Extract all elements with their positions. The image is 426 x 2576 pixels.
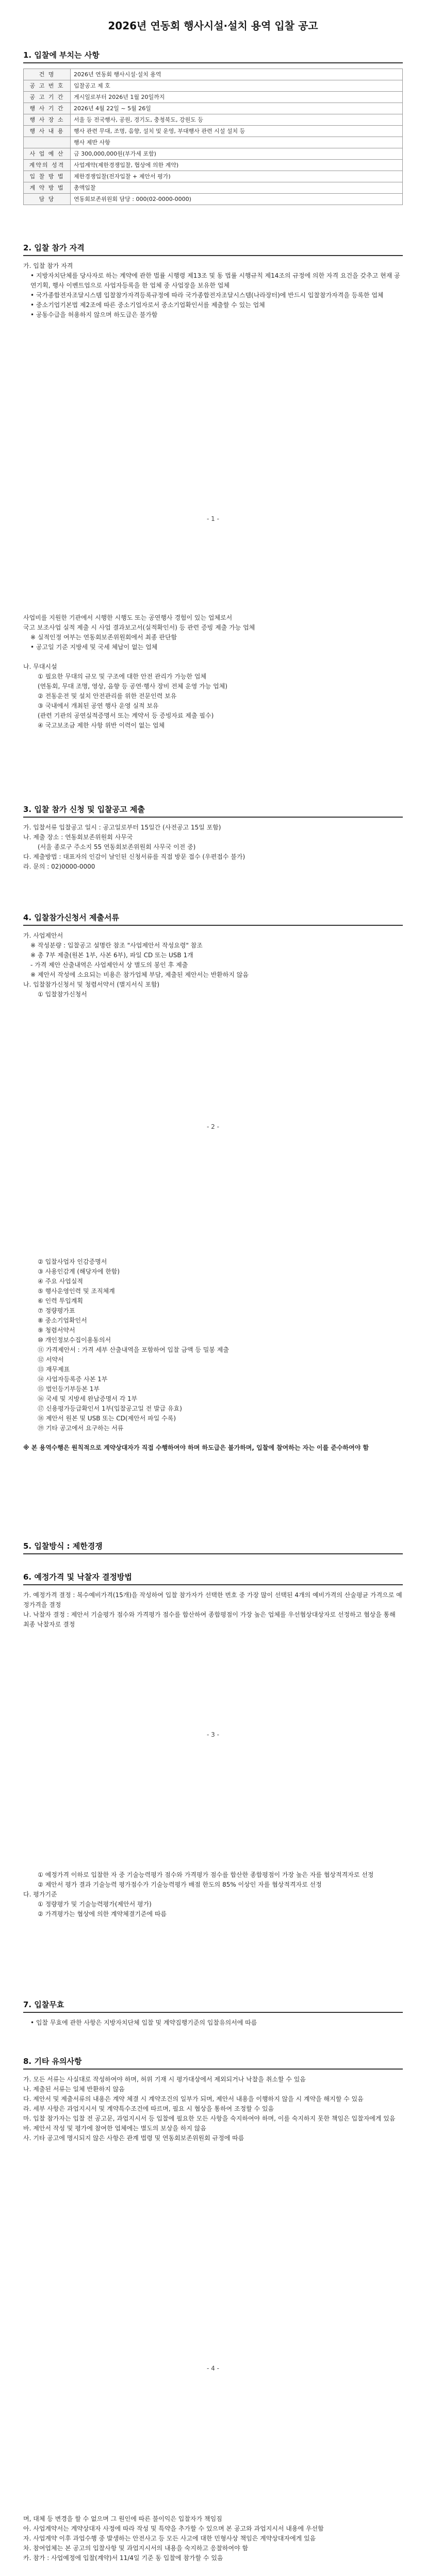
notice-text: ※ 본 용역수행은 원칙적으로 계약상대자가 직접 수행하여야 하며 하도급은 불가하며, 입찰에 참여하는 자는 이를 준수하여야 함 — [23, 1444, 369, 1451]
info-row-value: 행사 관련 무대, 조명, 음향, 설치 및 운영, 부대행사 관련 시설 설치 등 — [71, 126, 403, 137]
section-2-heading: 2. 입찰 참가 자격 — [23, 243, 85, 252]
text-line: ② 전동운전 및 설치 안전관리를 위한 전문인력 보유 — [38, 692, 177, 700]
text-line: ※ 총 7부 제출(원본 1부, 사본 6부), 파일 CD 또는 USB 1개 — [30, 952, 193, 959]
info-row-label: 계 약 방 법 — [24, 182, 71, 194]
text-line: ① 필요한 무대의 규모 및 구조에 대한 안전 관리가 가능한 업체 — [38, 673, 207, 680]
info-row-label: 사 업 예 산 — [24, 148, 71, 160]
section-8-heading: 8. 기타 유의사항 — [23, 2057, 82, 2066]
text-line: 바. 제안서 작성 및 평가에 참여한 업체에는 별도의 보상을 하지 않음 — [23, 2125, 206, 2132]
text-line: ※ 작성분량 : 입찰공고 설명란 참조 "사업제안서 작성요령" 참조 — [30, 942, 203, 949]
info-row — [24, 69, 403, 80]
info-row-label: 행 사 기 간 — [24, 103, 71, 114]
page-number: - 2 - — [207, 1123, 219, 1130]
section-6 — [23, 1571, 403, 1630]
section-4-continued-body — [23, 1257, 403, 1433]
section-2 — [23, 242, 403, 320]
text-line: 사. 기타 공고에 명시되지 않은 사항은 관계 법령 및 연동회보존위원회 규정에 따름 — [23, 2134, 244, 2142]
info-row-value: 서울 등 전국행사, 공원, 경기도, 충청북도, 강원도 등 — [71, 114, 403, 126]
info-row-label: 공 고 기 간 — [24, 92, 71, 103]
section-2-continued — [23, 613, 403, 731]
text-line: 가. 사업제안서 — [23, 932, 63, 939]
section-divider — [23, 2012, 403, 2013]
text-line: ⑮ 법인등기부등본 1부 — [38, 1385, 100, 1393]
section-3-heading: 3. 입찰 참가 신청 및 입찰공고 제출 — [23, 805, 145, 814]
text-line: 라. 문의 : 02)0000-0000 — [23, 863, 95, 870]
info-row-value: 제한경쟁입찰(전자입찰 + 제안서 평가) — [71, 171, 403, 182]
section-5 — [23, 1540, 403, 1560]
text-line: 나. 낙찰자 결정 : 제안서 기술평가 점수와 가격평가 점수를 합산하여 종합평점이 가장 높은 업체를 우선협상대상자로 선정하고 협상을 통해 최종 낙찰자로 결정 — [23, 1611, 398, 1628]
text-line: • 공고일 기준 지방세 및 국세 체납이 없는 업체 — [30, 643, 158, 651]
section-divider — [23, 2069, 403, 2070]
info-row — [24, 114, 403, 126]
section-6-heading: 6. 예정가격 및 낙찰자 결정방법 — [23, 1572, 132, 1582]
text-line: ⑤ 행사운영인력 및 조직체계 — [38, 1287, 115, 1295]
text-line: (관련 기관의 공연실적증명서 또는 계약서 등 증빙자료 제출 필수) — [38, 712, 214, 719]
text-line: 나. 무대시설 — [23, 663, 57, 670]
text-line: 가. 모든 서류는 사실대로 작성하여야 하며, 허위 기재 시 평가대상에서 제외되거나 낙찰을 취소할 수 있음 — [23, 2076, 306, 2083]
info-row-value: 입찰공고 제 호 — [71, 80, 403, 92]
text-line: ⑦ 정량평가표 — [38, 1307, 75, 1314]
info-row — [24, 103, 403, 114]
text-line: ② 가격평가는 협상에 의한 계약체결기준에 따름 — [38, 1910, 167, 1918]
info-row-label: 행 사 내 용 — [24, 126, 71, 137]
info-row-label: 입 찰 방 법 — [24, 171, 71, 182]
text-line — [23, 652, 403, 662]
text-line: ⑯ 국세 및 지방세 완납증명서 각 1부 — [38, 1395, 138, 1402]
info-row — [24, 182, 403, 194]
info-row-value: 2026년 4월 22일 ~ 5월 26일 — [71, 103, 403, 114]
text-line: 자. 사업계약 이후 과업수행 중 발생하는 안전사고 등 모든 사고에 대한 민형사상 책임은 계약상대자에게 있음 — [23, 2535, 316, 2542]
text-line: 다. 평가기준 — [23, 1891, 57, 1898]
text-line: ⑫ 서약서 — [38, 1356, 64, 1363]
text-line: 아. 사업계약서는 계약상대자 사정에 따라 작성 및 특약을 추가할 수 있으며 본 공고와 과업지시서 내용에 우선함 — [23, 2525, 324, 2532]
document-title: 2026년 연동회 행사시설·설치 용역 입찰 공고 — [108, 20, 318, 32]
section-7 — [23, 1999, 403, 2028]
page-number: - 3 - — [207, 1731, 219, 1738]
text-line: • 중소기업기본법 제2조에 따른 중소기업자로서 중소기업확인서를 제출할 수 있는 업체 — [30, 301, 265, 309]
info-row — [24, 126, 403, 137]
section-8-body — [23, 2075, 403, 2143]
text-line: ④ 국고보조금 제한 사항 위반 이력이 없는 업체 — [38, 722, 165, 729]
text-line: 다. 제안서 및 제출서류의 내용은 계약 체결 시 계약조건의 일부가 되며, 제안서 내용을 이행하지 않을 시 계약을 해지할 수 있음 — [23, 2095, 364, 2103]
info-table — [23, 69, 403, 205]
section-8 — [23, 2056, 403, 2143]
info-row — [24, 160, 403, 171]
info-row-value: 총액입찰 — [71, 182, 403, 194]
text-line: ⑲ 기타 공고에서 요구하는 서류 — [38, 1425, 124, 1432]
info-row-label: 행 사 장 소 — [24, 114, 71, 126]
section-5-heading: 5. 입찰방식 : 제한경쟁 — [23, 1541, 103, 1551]
section-2-body — [23, 261, 403, 320]
section-6-continued-body — [23, 1870, 403, 1919]
section-7-heading: 7. 입찰무효 — [23, 2000, 64, 2009]
text-line: 나. 제출 장소 : 연동회보존위원회 사무국 — [23, 834, 133, 841]
section-divider — [23, 817, 403, 818]
text-line: ① 입찰참가신청서 — [38, 991, 87, 998]
section-3 — [23, 804, 403, 872]
text-line: 나. 제출된 서류는 일체 반환하지 않음 — [23, 2086, 125, 2093]
info-row — [24, 137, 403, 148]
text-line: ⑪ 가격제안서 : 가격 세부 산출내역을 포함하여 입찰 금액 등 밀봉 제출 — [38, 1346, 229, 1353]
text-line: 국고 보조사업 실적 제출 시 사업 결과보고서(실적확인서) 등 관련 증빙 제출 가능 업체 — [23, 624, 255, 631]
text-line: 라. 세부 사항은 과업지시서 및 계약특수조건에 따르며, 필요 시 협상을 통하여 조정할 수 있음 — [23, 2105, 274, 2112]
section-divider — [23, 255, 403, 256]
text-line: ② 입찰사업자 인감증명서 — [38, 1258, 107, 1265]
text-line: ③ 국내에서 개최된 공연 행사 운영 실적 보유 — [38, 702, 159, 709]
section-4-body — [23, 931, 403, 999]
info-row-label: 계약의 성격 — [24, 160, 71, 171]
text-line: (연동회, 무대 조명, 영상, 음향 등 공연·행사 장비 전체 운영 가능 업체) — [38, 683, 227, 690]
text-line: ⑩ 개인정보수집이용동의서 — [38, 1336, 111, 1344]
text-line: ※ 실적인정 여부는 연동회보존위원회에서 최종 판단함 — [30, 634, 177, 641]
text-line: ⑨ 청렴서약서 — [38, 1327, 75, 1334]
info-row — [24, 80, 403, 92]
info-row-label: 공 고 번 호 — [24, 80, 71, 92]
section-divider — [23, 925, 403, 926]
info-row — [24, 148, 403, 160]
text-line: ⑧ 중소기업확인서 — [38, 1317, 87, 1324]
text-line: ⑭ 사업자등록증 사본 1부 — [38, 1376, 108, 1383]
page-number: - 1 - — [207, 515, 219, 522]
info-row-label: 담 당 — [24, 194, 71, 205]
text-line: ② 제안서 평가 결과 기술능력 평가점수가 기술능력평가 배점 한도의 85% 이상인 자를 협상적격자로 선정 — [38, 1881, 322, 1888]
text-line: • 입찰 무효에 관한 사항은 지방자치단체 입찰 및 계약집행기준의 입찰유의서에 따름 — [30, 2019, 257, 2026]
section-4-continued — [23, 1257, 403, 1453]
text-line: ④ 주요 사업실적 — [38, 1278, 83, 1285]
text-line: ⑬ 재무제표 — [38, 1366, 70, 1373]
text-line: ⑰ 신용평가등급확인서 1부(입찰공고일 전 발급 유효) — [38, 1405, 182, 1412]
text-line: 사업비를 지원한 기관에서 시행한 시행도 또는 공연행사 경험이 있는 업체로서 — [23, 614, 233, 621]
text-line: (서울 종로구 주소지 55 연동회보존위원회 사무국 이전 중) — [38, 843, 196, 851]
text-line: 마. 입찰 참가자는 입찰 전 공고문, 과업지시서 등 입찰에 필요한 모든 사항을 숙지하여야 하며, 이를 숙지하지 못한 책임은 입찰자에게 있음 — [23, 2115, 396, 2122]
info-row — [24, 171, 403, 182]
section-7-body — [23, 2018, 403, 2028]
section-4 — [23, 912, 403, 999]
section-divider — [23, 1553, 403, 1554]
text-line: 카. 참가 : 사업예정에 입찰(계약)서 11/4일 기준 동 입찰에 참가할 수 있음 — [23, 2554, 223, 2562]
text-line: ① 예정가격 이하로 입찰한 자 중 기술능력평가 점수와 가격평가 점수를 합산한 종합평점이 가장 높은 자를 협상적격자로 선정 — [38, 1871, 374, 1878]
info-row-value: 2026년 연동회 행사시설·설치 용역 — [71, 69, 403, 80]
section-divider — [23, 62, 403, 63]
text-line: ⑥ 인력 투입계획 — [38, 1297, 83, 1304]
info-row-value: 행사 제반 사항 — [71, 137, 403, 148]
info-row-value: 게시일로부터 2026년 1월 20일까지 — [71, 92, 403, 103]
info-row — [24, 194, 403, 205]
page-number: - 4 - — [207, 2365, 219, 2372]
section-divider — [23, 1584, 403, 1585]
text-line: 차. 참여업체는 본 공고의 입찰사항 및 과업지시서의 내용을 숙지하고 응찰하여야 함 — [23, 2545, 249, 2552]
text-line: ① 정량평가 및 기술능력평가(제안서 평가) — [38, 1901, 152, 1908]
info-row-value: 연동회보존위원회 담당 : 000(02-0000-0000) — [71, 194, 403, 205]
section-2-continued-body — [23, 613, 403, 731]
text-line: 나. 입찰참가신청서 및 청렴서약서 (별지서식 포함) — [23, 981, 160, 988]
info-row-label — [24, 137, 71, 148]
text-line: 가. 입찰 참가 자격 — [23, 262, 73, 269]
text-line: 다. 제출방법 : 대표자의 인감이 날인된 신청서류를 직접 방문 접수 (우편접수 불가) — [23, 853, 245, 860]
text-line: • 공동수급을 허용하지 않으며 하도급은 불가함 — [30, 311, 158, 318]
section-6-body — [23, 1590, 403, 1630]
text-line: 가. 입찰서류 입찰공고 일시 : 공고일로부터 15일간 (사전공고 15일 포함) — [23, 824, 221, 831]
section-3-body — [23, 823, 403, 872]
info-row-value: 사업계약(제한경쟁입찰, 협상에 의한 계약) — [71, 160, 403, 171]
text-line: ③ 사용인감계 (해당자에 한함) — [38, 1268, 120, 1275]
info-row-value: 금 300,000,000원(부가세 포함) — [71, 148, 403, 160]
info-row-label: 건 명 — [24, 69, 71, 80]
section-1-heading: 1. 입찰에 부치는 사항 — [23, 50, 100, 60]
text-line: 가. 예정가격 결정 : 복수예비가격(15개)을 작성하여 입찰 참가자가 선택한 번호 중 가장 많이 선택된 4개의 예비가격의 산술평균 가격으로 예정가격을 결정 — [23, 1591, 402, 1608]
section-8-continued — [23, 2514, 403, 2563]
text-line: • 국가종합전자조달시스템 입찰참가자격등록규정에 따라 국가종합전자조달시스템(나라장터)에 반드시 입찰참가자격을 등록한 업체 — [30, 292, 384, 299]
section-1 — [23, 49, 403, 205]
section-6-continued — [23, 1870, 403, 1919]
text-line: 며, 대체 등 변경을 할 수 없으며 그 원인에 따른 불이익은 입찰자가 책임짐 — [23, 2515, 222, 2522]
text-line: - 가격 제안 산출내역은 사업제안서 상 별도의 봉인 후 제출 — [30, 961, 188, 969]
text-line: ※ 제안서 작성에 소요되는 비용은 참가업체 부담, 제출된 제안서는 반환하지 않음 — [30, 971, 249, 978]
text-line: • 지방자치단체를 당사자로 하는 계약에 관한 법률 시행령 제13조 및 동 법률 시행규칙 제14조의 규정에 의한 자격 요건을 갖추고 현재 공연기획, 행사 이벤트업으로 사업자등록을 한 업체 중 사업장을 보유한 업체 — [30, 272, 400, 289]
info-row — [24, 92, 403, 103]
section-4-heading: 4. 입찰참가신청서 제출서류 — [23, 913, 119, 922]
text-line: ⑱ 제안서 원본 및 USB 또는 CD(제안서 파일 수록) — [38, 1415, 176, 1422]
section-8-continued-body — [23, 2514, 403, 2563]
